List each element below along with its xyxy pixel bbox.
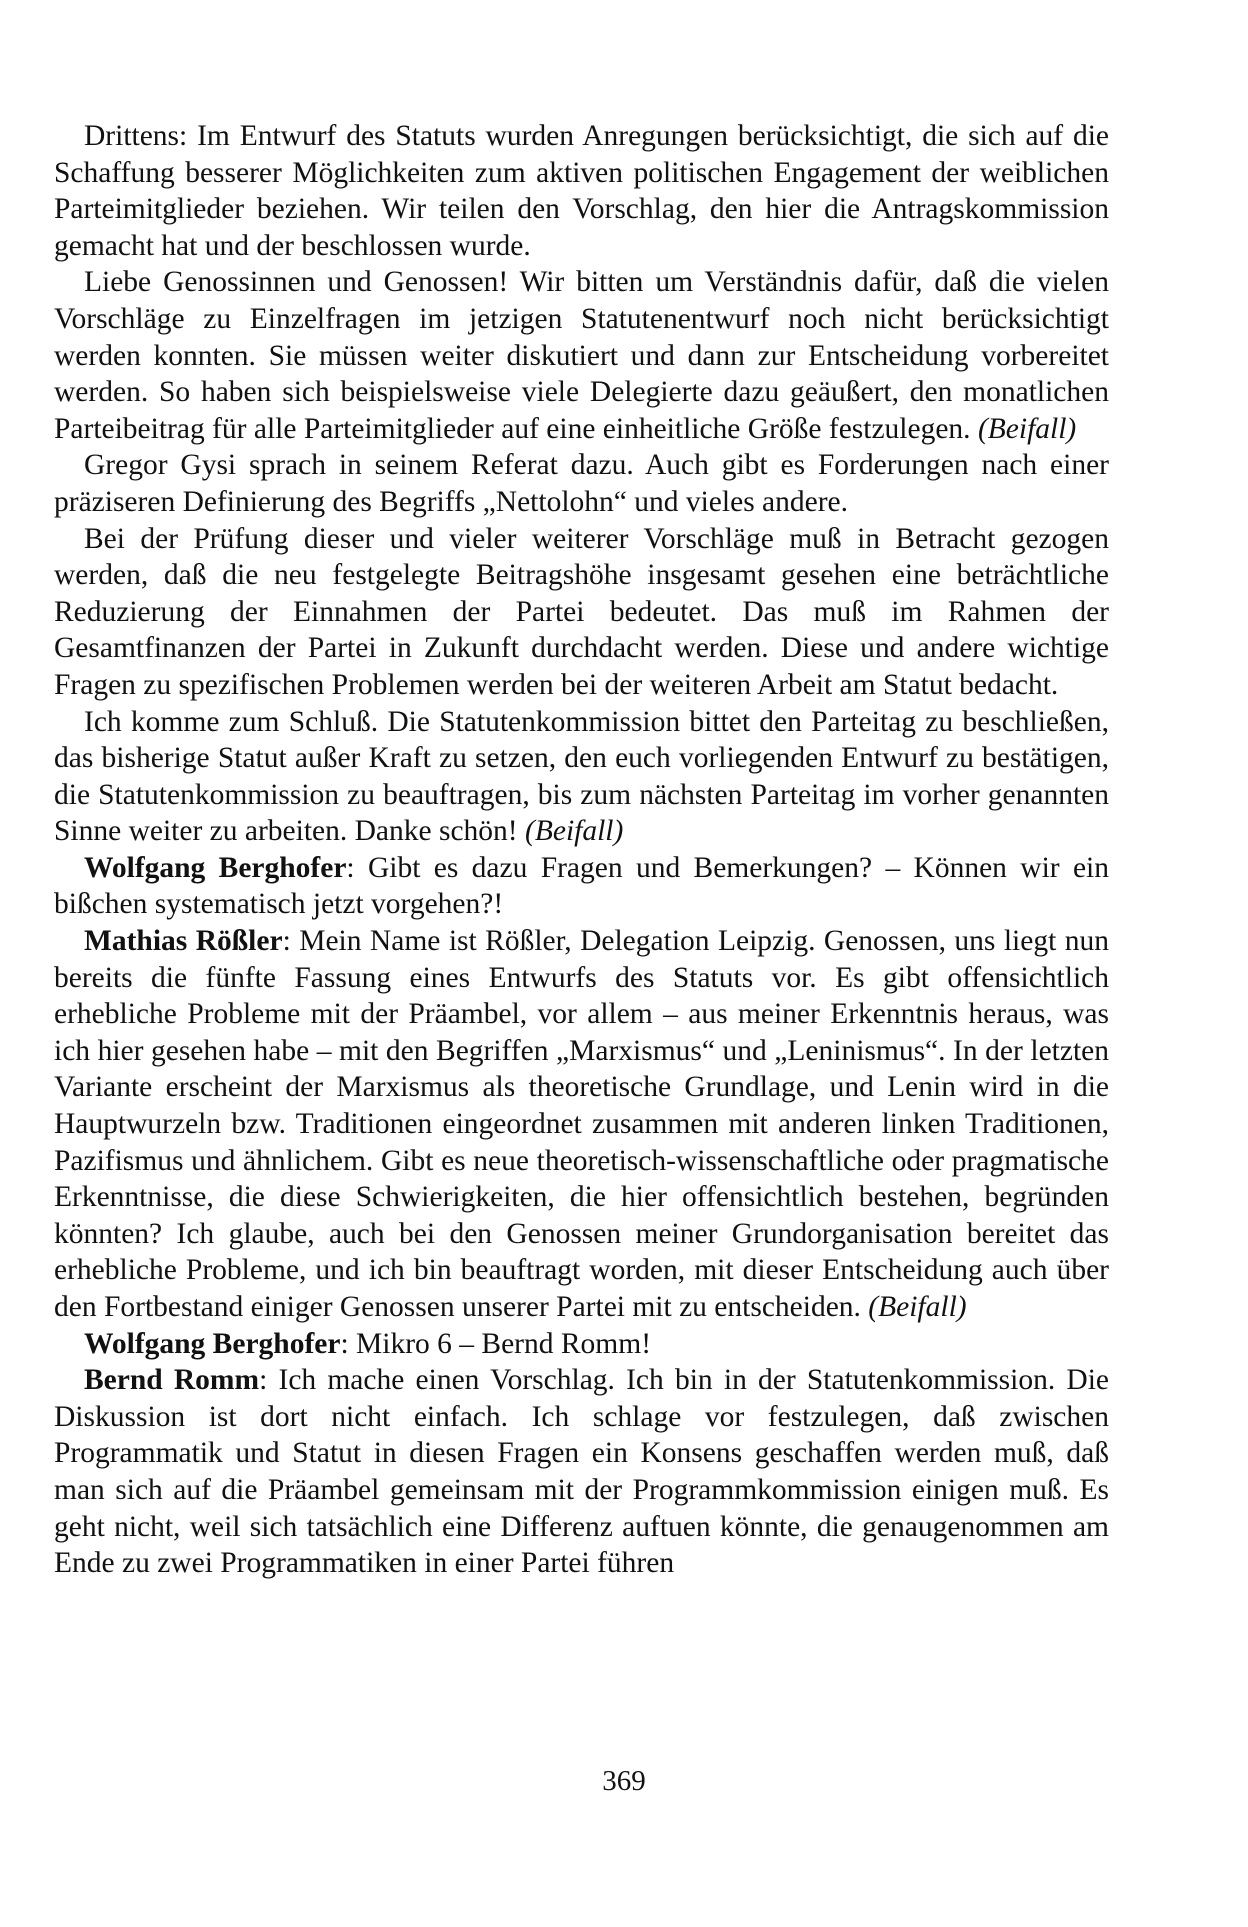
paragraph-text: Gregor Gysi sprach in seinem Referat dazu. Auch gibt es Forderungen nach einer präziseren Definierung des Begriffs „Nettolohn“ und vieles andere. <box>54 449 1109 518</box>
paragraph-5 <box>54 704 1109 850</box>
speaker-name: Wolfgang Berghofer <box>84 1327 341 1360</box>
paragraph-text: : Gibt es dazu Fragen und Bemerkungen? – Können wir ein bißchen systematisch jetzt vorgehen?! <box>54 851 1109 921</box>
paragraph-7 <box>54 923 1109 1326</box>
paragraph-4 <box>54 521 1109 704</box>
speaker-name: Mathias Rößler <box>84 925 283 958</box>
paragraph-1 <box>54 118 1109 264</box>
page-number: 369 <box>602 1765 646 1797</box>
paragraph-9 <box>54 1362 1109 1582</box>
speaker-name: Wolfgang Berghofer <box>84 851 347 884</box>
paragraph-text: Bei der Prüfung dieser und vieler weiterer Vorschläge muß in Betracht gezogen werden, daß die neu festgelegte Beitragshöhe insgesamt gesehen eine beträchtliche Reduzierung der Einnahmen der Partei bedeutet. Das muß im Rahmen der Gesamtfinanzen der Partei in Zukunft durchdacht werden. Diese und andere wichtige Fragen zu spezifischen Problemen werden bei der weiteren Arbeit am Statut bedacht. <box>54 522 1109 701</box>
body-text <box>54 118 1109 1582</box>
paragraph-text: : Ich mache einen Vorschlag. Ich bin in der Statutenkommission. Die Diskussion ist dort nicht einfach. Ich schlage vor festzulegen, daß zwischen Programmatik und Statut in diesen Fragen ein Konsens geschaffen werden muß, daß man sich auf die Präambel gemeinsam mit der Programmkommission einigen muß. Es geht nicht, weil sich tatsächlich eine Differenz auftuen könnte, die genaugenommen am Ende zu zwei Programmatiken in einer Partei führen <box>54 1364 1109 1580</box>
paragraph-6 <box>54 850 1109 923</box>
applause-note: (Beifall) <box>868 1291 967 1323</box>
applause-note: (Beifall) <box>525 815 624 848</box>
paragraph-text: : Mikro 6 – Bernd Romm! <box>340 1327 652 1360</box>
paragraph-text: : Mein Name ist Rößler, Delegation Leipzig. Genossen, uns liegt nun bereits die fünfte Fassung eines Entwurfs des Statuts vor. Es gibt offensichtlich erhebliche Probleme mit der Präambel, vor allem – aus meiner Erkenntnis heraus, was ich hier gesehen habe – mit den Begriffen „Marxismus“ und „Leninismus“. In der letzten Variante erscheint der Marxismus als theoretische Grundlage, und Lenin wird in die Hauptwurzeln bzw. Traditionen eingeordnet zusammen mit anderen linken Traditionen, Pazifismus und ähnlichem. Gibt es neue theoretisch-wissenschaftliche oder pragmatische Erkenntnisse, die diese Schwierigkeiten, die hier offensichtlich bestehen, begründen könnten? Ich glaube, auch bei den Genossen meiner Grundorganisation bereitet das erhebliche Probleme, und ich bin beauftragt worden, mit dieser Entscheidung auch über den Fortbestand einiger Genossen unserer Partei mit zu entscheiden. <box>54 925 1110 1323</box>
paragraph-text: Ich komme zum Schluß. Die Statutenkommission bittet den Parteitag zu beschließen, das bisherige Statut außer Kraft zu setzen, den euch vorliegenden Entwurf zu bestätigen, die Statutenkommission zu beauftragen, bis zum nächsten Parteitag im vorher genannten Sinne weiter zu arbeiten. Danke schön! <box>54 705 1109 848</box>
paragraph-8 <box>54 1326 1109 1363</box>
applause-note: (Beifall) <box>977 412 1077 445</box>
speaker-name: Bernd Romm <box>84 1364 260 1397</box>
paragraph-text: Liebe Genossinnen und Genossen! Wir bitten um Verständnis dafür, daß die vielen Vorschläge zu Einzelfragen im jetzigen Statutenentwurf noch nicht berücksichtigt werden konnten. Sie müssen weiter diskutiert und dann zur Entscheidung vorbereitet werden. So haben sich beispielsweise viele Delegierte dazu geäußert, den monatlichen Parteibeitrag für alle Parteimitglieder auf eine einheitliche Größe festzulegen. <box>54 266 1109 445</box>
paragraph-text: Drittens: Im Entwurf des Statuts wurden Anregungen berücksichtigt, die sich auf die Schaffung besserer Möglichkeiten zum aktiven politischen Engagement der weiblichen Parteimitglieder beziehen. Wir teilen den Vorschlag, den hier die Antragskommission gemacht hat und der beschlossen wurde. <box>54 120 1109 262</box>
paragraph-3 <box>54 447 1109 520</box>
paragraph-2 <box>54 264 1109 447</box>
